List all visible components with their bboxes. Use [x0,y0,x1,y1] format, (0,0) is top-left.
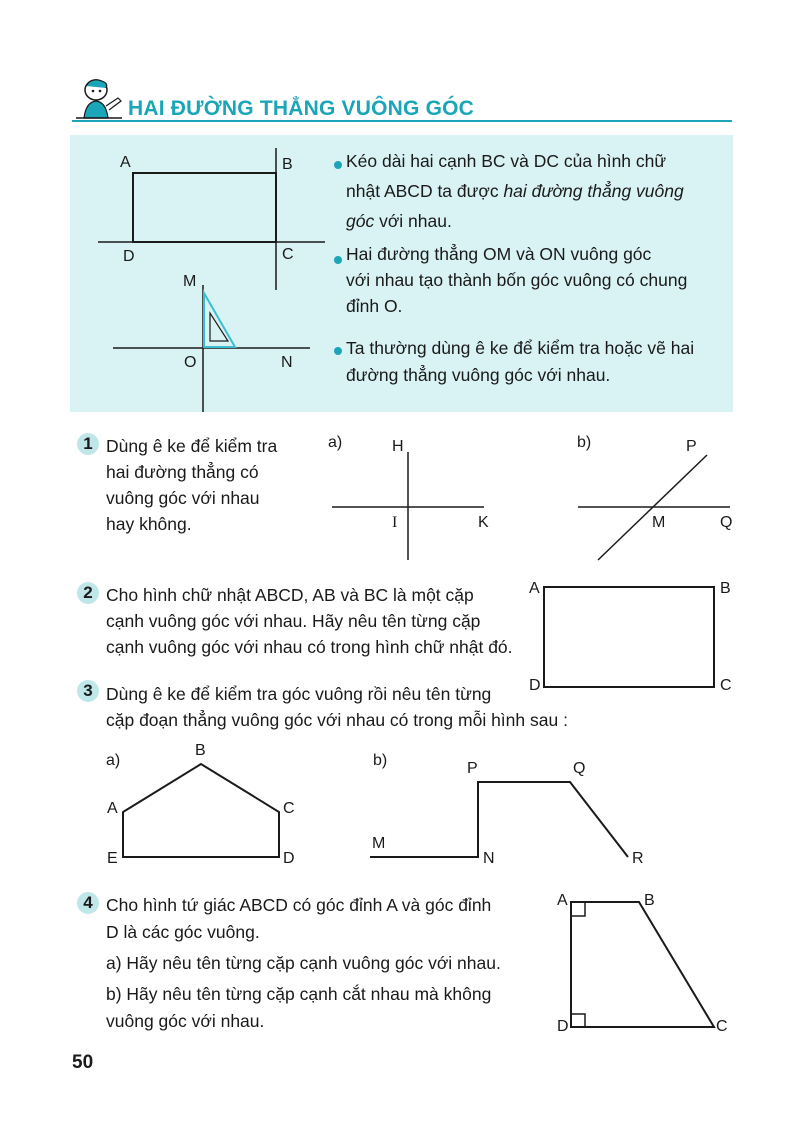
label-n: N [281,354,293,371]
ex3-tag-a: a) [106,752,121,769]
ex1-tag-b: b) [577,434,592,451]
label-d: D [123,248,135,265]
trapezoid-abcd [571,902,714,1027]
ex1-tag-a: a) [328,434,343,451]
ex3-label-b: B [195,742,206,759]
bullet-1: Kéo dài hai cạnh BC và DC của hình chữ nhật ABCD ta được hai đường thẳng vuông góc với nhau. [346,151,684,231]
ex2-label-d: D [529,677,541,694]
rectangle-abcd-ex2 [544,587,714,687]
exercise-2-text: Cho hình chữ nhật ABCD, AB và BC là một cặp cạnh vuông góc với nhau. Hãy nêu tên từng cặp cạnh vuông góc với nhau có trong hình chữ nhật đó. [106,585,513,657]
exercise-number-3: 3 [77,680,99,702]
label-b: B [282,156,293,173]
bullet-3: Ta thường dùng ê ke để kiểm tra hoặc vẽ hai đường thẳng vuông góc với nhau. [346,338,695,385]
right-angle-a [571,902,585,916]
ex3-label-c: C [283,800,295,817]
ex4-label-a: A [557,892,568,909]
ex3-label-d: D [283,850,295,867]
ex3-label-q: Q [573,760,586,777]
ex3-label-m: M [372,835,386,852]
exercise-number-2: 2 [77,582,99,604]
ex2-label-a: A [529,580,540,597]
ex1-label-p: P [686,438,697,455]
ex1-label-i: I [392,514,398,531]
ex3-label-n: N [483,850,495,867]
exercise-3-text: Dùng ê ke để kiểm tra góc vuông rồi nêu tên từng cặp đoạn thẳng vuông góc với nhau có trong mỗi hình sau : [106,684,568,730]
label-o: O [184,354,197,371]
label-m: M [183,273,197,290]
ex1-label-k: K [478,514,489,531]
exercise-number-1: 1 [77,433,99,455]
ex3-label-r: R [632,850,644,867]
ex1-label-h: H [392,438,404,455]
exercise-4-text: Cho hình tứ giác ABCD có góc đỉnh A và góc đỉnh D là các góc vuông. a) Hãy nêu tên từng cặp cạnh vuông góc với nhau. b) Hãy nêu tên từng cặp cạnh cắt nhau mà không vuông góc với nhau. [106,895,501,1031]
label-a: A [120,154,131,171]
ex3-label-e: E [107,850,118,867]
ex2-label-b: B [720,580,731,597]
lesson-title: HAI ĐƯỜNG THẲNG VUÔNG GÓC [128,97,475,120]
right-angle-d [571,1014,585,1027]
ex3-label-p: P [467,760,478,777]
exercise-number-4: 4 [77,892,99,914]
exercise-1-text: Dùng ê ke để kiểm tra hai đường thẳng có vuông góc với nhau hay không. [106,436,278,534]
ex3-tag-b: b) [373,752,388,769]
ex2-label-c: C [720,677,732,694]
ex4-label-d: D [557,1018,569,1035]
ex3-label-a: A [107,800,118,817]
label-c: C [282,246,294,263]
ex4-label-c: C [716,1018,728,1035]
ex4-label-b: B [644,892,655,909]
ex1-label-m: M [652,514,666,531]
pentagon-abcde [123,764,279,857]
polyline-mnpqr [370,782,628,857]
ex1-label-q: Q [720,514,733,531]
bullet-2: Hai đường thẳng OM và ON vuông góc với nhau tạo thành bốn góc vuông có chung đỉnh O. [346,244,688,316]
page-number: 50 [72,1052,94,1073]
